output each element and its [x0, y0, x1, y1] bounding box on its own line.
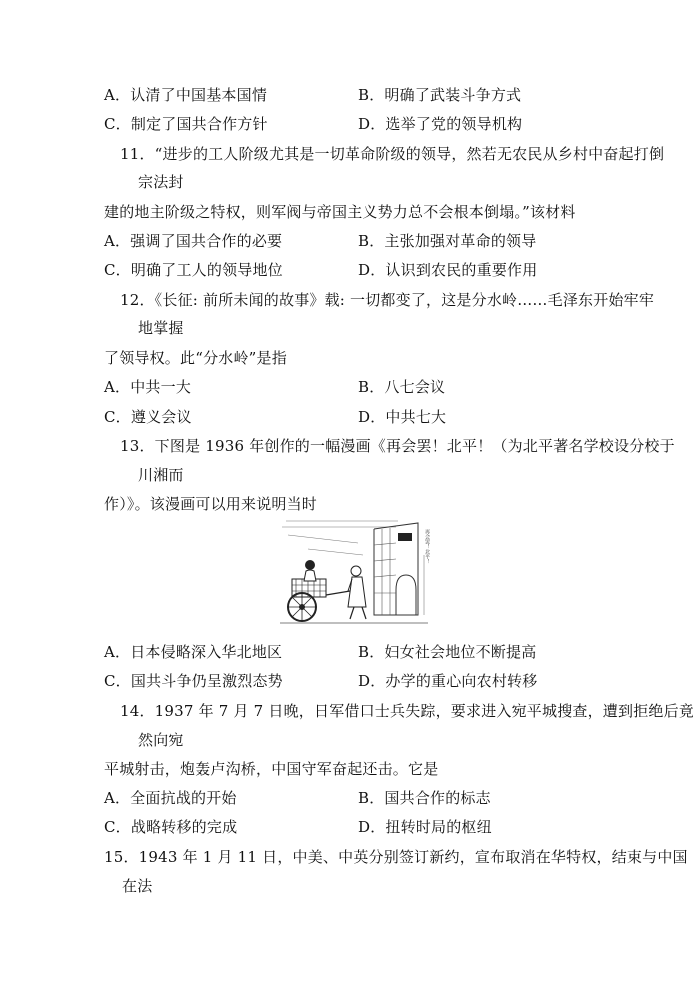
q14-stem-line3: 平城射击，炮轰卢沟桥，中国守军奋起还击。它是	[104, 760, 439, 778]
q13-stem-line2: 川湘而	[138, 466, 184, 484]
q13-stem-line1: 13．下图是 1936 年创作的一幅漫画《再会罢！北平！（为北平著名学校设分校于	[120, 437, 675, 455]
cartoon-caption: 再会罢！北平！	[424, 529, 430, 564]
q14-stem-line1: 14．1937 年 7 月 7 日晚，日军借口士兵失踪，要求进入宛平城搜查，遭到拒绝后竟	[120, 702, 694, 720]
q14-option-a: A．全面抗战的开始	[104, 789, 237, 807]
q12-option-b: B．八七会议	[358, 378, 446, 396]
q12-stem-line2: 地掌握	[138, 319, 184, 337]
q15-stem-line2: 在法	[122, 877, 153, 895]
q13-option-c: C．国共斗争仍呈激烈态势	[104, 672, 283, 690]
q12-stem-line1: 12．《长征: 前所未闻的故事》载: 一切都变了，这是分水岭……毛泽东开始牢牢	[120, 291, 655, 309]
q14-stem-line2: 然向宛	[138, 731, 184, 749]
q13-option-d: D．办学的重心向农村转移	[358, 672, 538, 690]
q14-option-b: B．国共合作的标志	[358, 789, 491, 807]
q11-option-b: B．主张加强对革命的领导	[358, 232, 537, 250]
q10-option-d: D．选举了党的领导机构	[358, 115, 523, 133]
q11-stem-line3: 建的地主阶级之特权，则军阀与帝国主义势力总不会根本倒塌。”该材料	[104, 203, 576, 221]
cartoon-illustration	[278, 515, 434, 633]
q14-option-c: C．战略转移的完成	[104, 818, 238, 836]
q13-option-b: B．妇女社会地位不断提高	[358, 643, 537, 661]
q12-option-d: D．中共七大	[358, 408, 447, 426]
q11-option-a: A．强调了国共合作的必要	[104, 232, 283, 250]
q10-option-b: B．明确了武装斗争方式	[358, 86, 522, 104]
q13-option-a: A．日本侵略深入华北地区	[104, 643, 283, 661]
cartoon-figure	[278, 515, 434, 633]
q10-option-c: C．制定了国共合作方针	[104, 115, 268, 133]
q11-stem-line2: 宗法封	[138, 173, 184, 191]
q14-option-d: D．扭转时局的枢纽	[358, 818, 492, 836]
q15-stem-line1: 15．1943 年 1 月 11 日，中美、中英分别签订新约，宣布取消在华特权，结束与中国	[104, 848, 688, 866]
q12-option-a: A．中共一大	[104, 378, 192, 396]
q11-option-d: D．认识到农民的重要作用	[358, 261, 538, 279]
q10-option-a: A．认清了中国基本国情	[104, 86, 268, 104]
q13-stem-line3: 作）》。该漫画可以用来说明当时	[104, 495, 318, 513]
q11-option-c: C．明确了工人的领导地位	[104, 261, 283, 279]
q12-stem-line3: 了领导权。此“分水岭”是指	[104, 349, 287, 367]
q12-option-c: C．遵义会议	[104, 408, 192, 426]
q11-stem-line1: 11．“进步的工人阶级尤其是一切革命阶级的领导，然若无农民从乡村中奋起打倒	[120, 145, 665, 163]
